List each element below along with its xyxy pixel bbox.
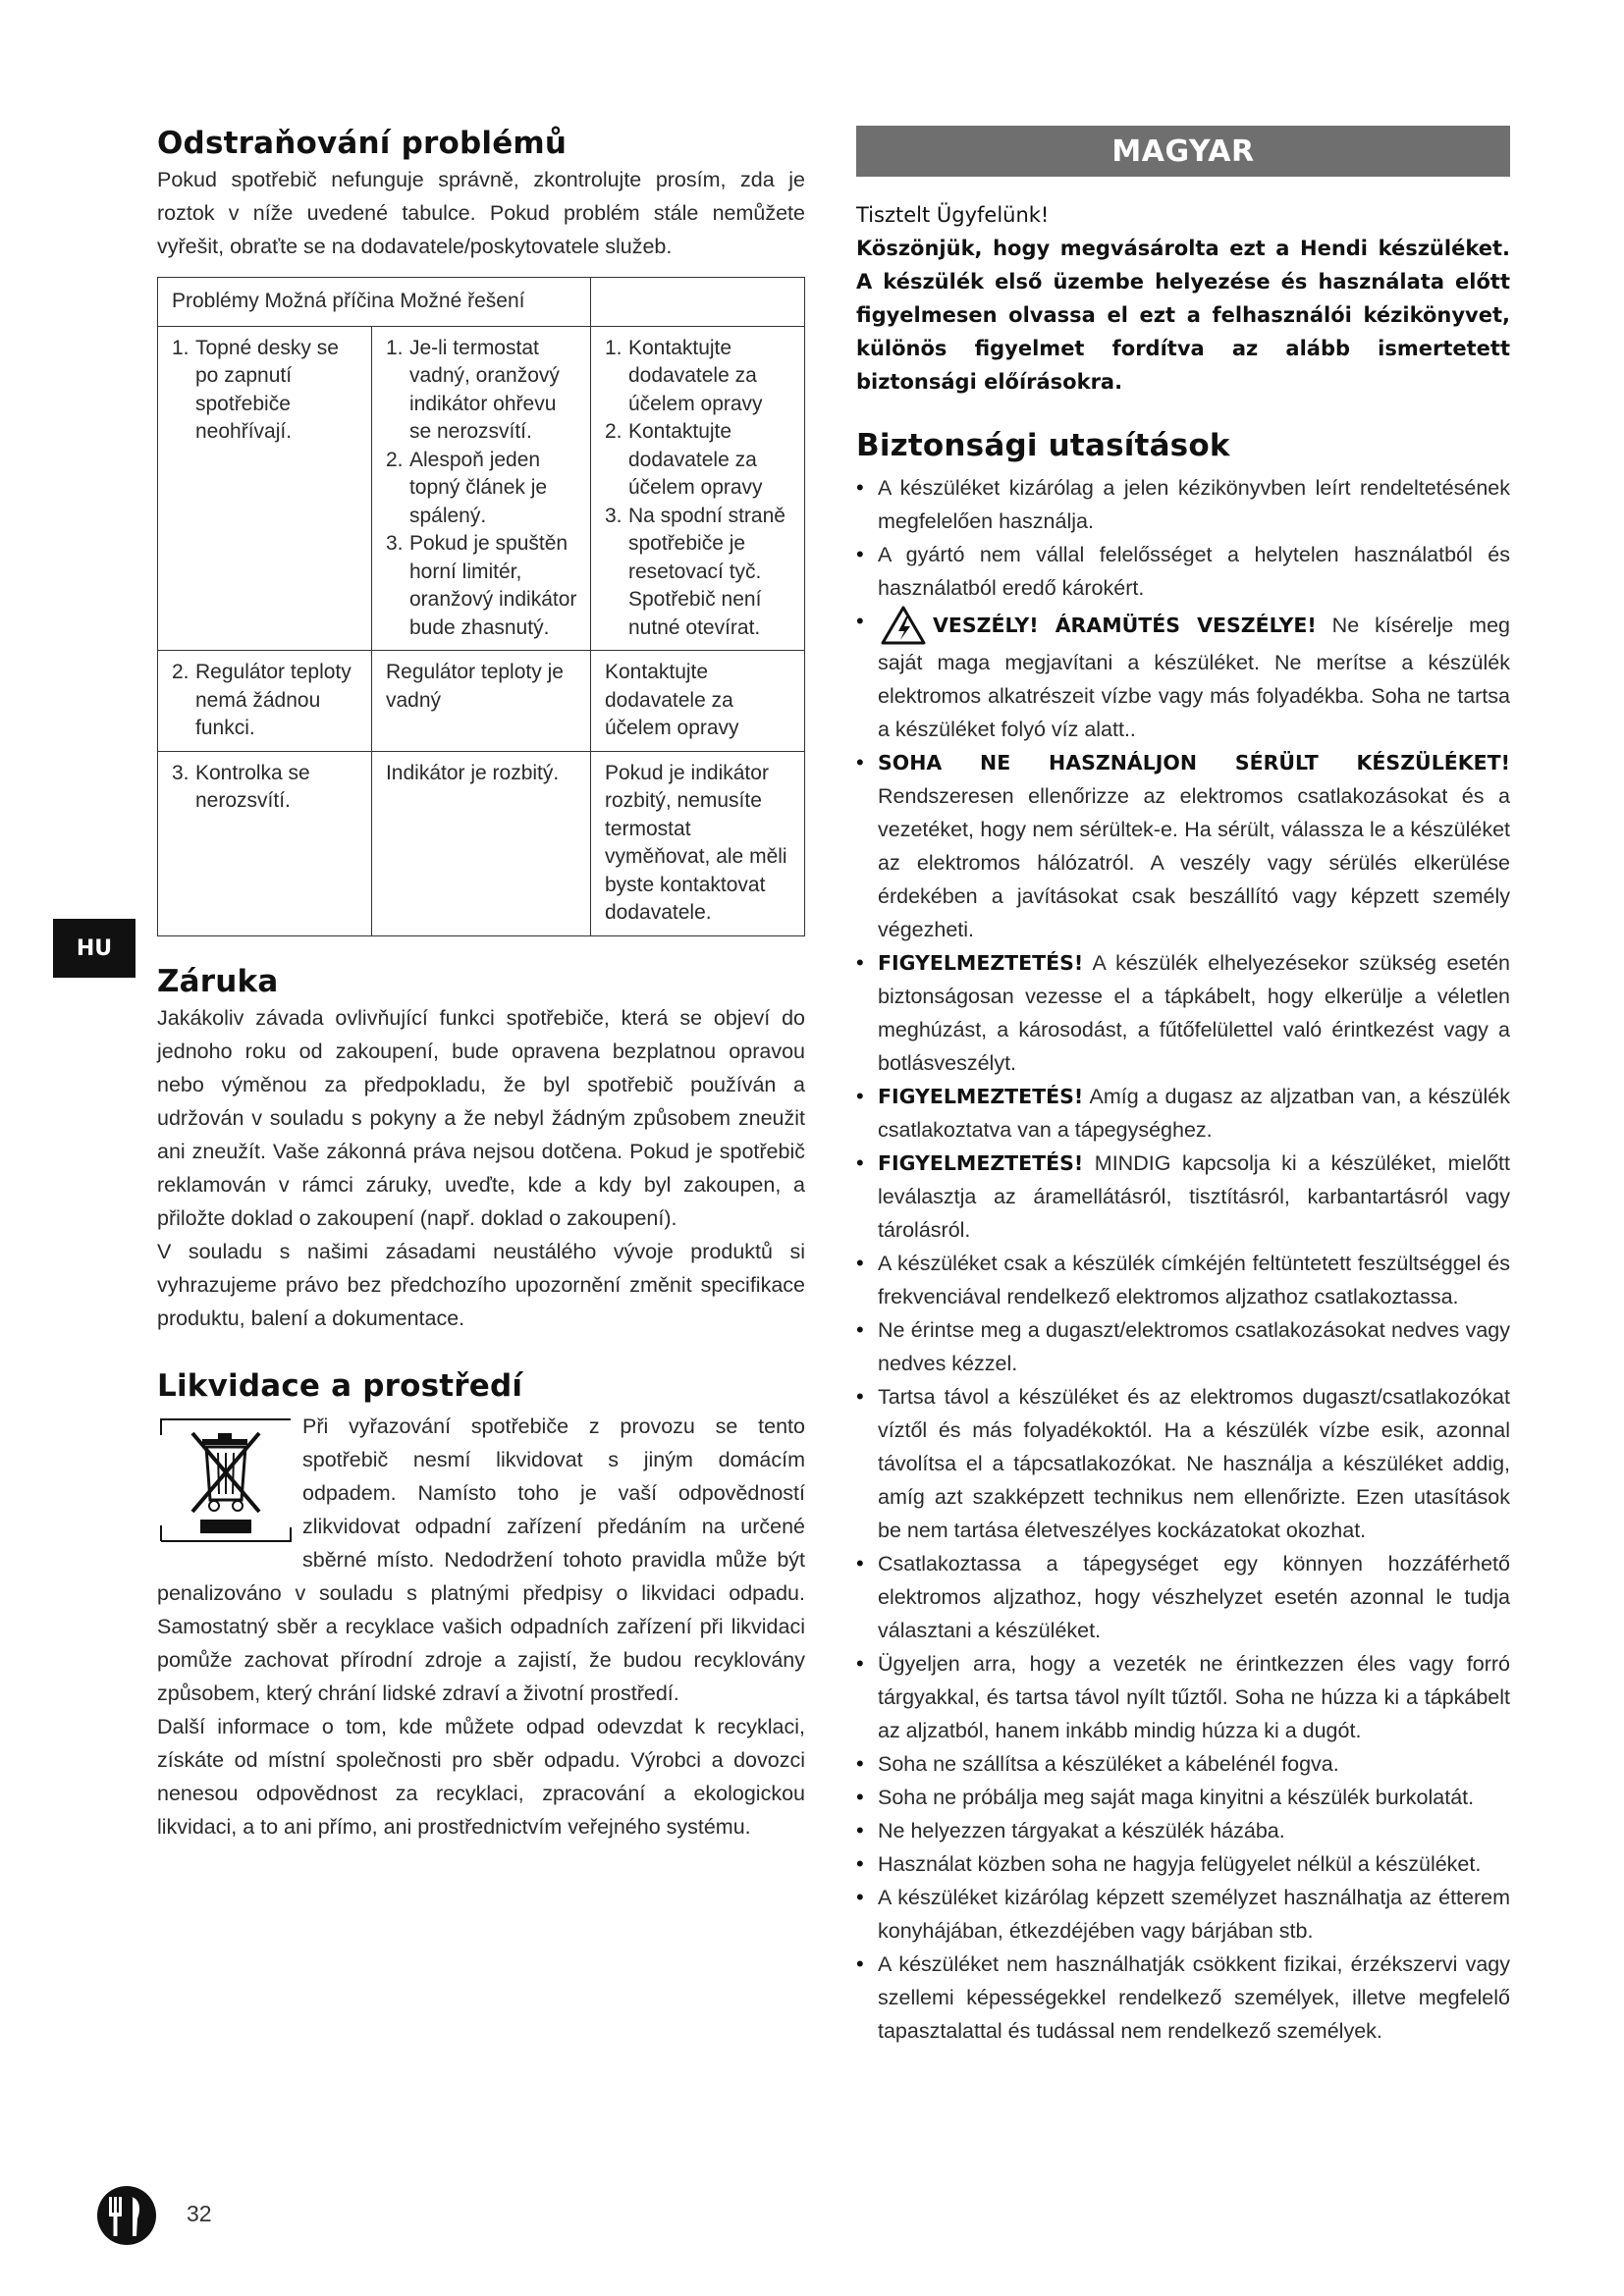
language-side-tab: HU xyxy=(53,919,135,978)
cutlery-logo-icon xyxy=(96,2185,157,2246)
disposal-title: Likvidace a prostředí xyxy=(157,1367,523,1404)
language-header: MAGYAR xyxy=(856,126,1510,177)
list-item: • Ne érintse meg a dugaszt/elektromos csatlakozásokat nedves vagy nedves kézzel. xyxy=(856,1313,1510,1380)
list-item: • FIGYELMEZTETÉS! MINDIG kapcsolja ki a készüléket, mielőtt leválasztja az áramellátásról, tisztításról, karbantartásról vagy tárolásról. xyxy=(856,1147,1510,1247)
list-item: • Csatlakoztassa a tápegységet egy könnyen hozzáférhető elektromos aljzathoz, hogy vészhelyzet esetén azonnal le tudja választani a készüléket. xyxy=(856,1547,1510,1647)
right-column xyxy=(856,126,1510,2048)
weee-bin-icon xyxy=(159,1417,293,1543)
list-item: • Soha ne próbálja meg saját maga kinyitni a készülék burkolatát. xyxy=(856,1781,1510,1814)
list-item: • VESZÉLY! ÁRAMÜTÉS VESZÉLYE! Ne kísérelje meg saját maga megjavítani a készüléket. Ne merítse a készülék elektromos alkatrészeit vízbe vagy más folyadékba. Soha ne tartsa a készüléket folyó víz alatt.. xyxy=(856,605,1510,746)
list-item: • A készüléket kizárólag a jelen kézikönyvben leírt rendeltetésének megfelelően használja. xyxy=(856,471,1510,538)
left-column xyxy=(157,126,805,1843)
solution-cell: Kontaktujte dodavatele za účelem opravy xyxy=(591,651,805,752)
disposal-section xyxy=(157,1410,805,1843)
list-item: • Ne helyezzen tárgyakat a készülék házába. xyxy=(856,1814,1510,1847)
solution-cell: Kontaktujte dodavatele za účelem opravy xyxy=(628,336,763,415)
table-row: 1. Topné desky se po zapnutí spotřebiče neohřívají. 1. Je-li termostat vadný, oranžový indikátor ohřevu se nerozsvítí. 2. Alespoň jeden topný článek je spálený. 3. Pokud je spuštěn horní limitér, oranžový indikátor bude zhasnutý. 1. Kontaktujte dodavatele za účelem opravy 2. Kontaktujte dodavatele za účelem opravy 3. Na spodní straně spotřebiče je resetovací tyč. Spotřebič není nutné otevírat. xyxy=(158,326,805,651)
intro-text: Köszönjük, hogy megvásárolta ezt a Hendi készüléket. A készülék első üzembe helyezése és használata előtt figyelmesen olvassa el ezt a felhasználói kézikönyvet, különös figyelmet fordítva az alább ismertetett biztonsági előírásokra. xyxy=(856,237,1510,394)
disposal-text-2: Další informace o tom, kde můžete odpad odevzdat k recyklaci, získáte od místní společnosti pro sběr odpadu. Výrobci a dovozci nenesou odpovědnost za recyklaci, zpracování a ekologickou likvidaci, a to ani přímo, ani prostřednictvím veřejného systému. xyxy=(157,1714,805,1839)
table-header-empty xyxy=(591,278,805,327)
solution-cell: Na spodní straně spotřebiče je resetovací tyč. Spotřebič není nutné otevírat. xyxy=(628,504,785,639)
list-item: • Tartsa távol a készüléket és az elektromos dugaszt/csatlakozókat víztől és más folyadékoktól. Ha a készülék vízbe esik, azonnal távolítsa el a tápcsatlakozókat. Ne használja a készüléket addig, amíg azt szakképzett technikus nem ellenőrizte. Ezen utasítások be nem tartása életveszélyes kockázatokat okozhat. xyxy=(856,1380,1510,1547)
list-item: • Ügyeljen arra, hogy a vezeték ne érintkezzen éles vagy forró tárgyakkal, és tartsa távol nyílt tűztől. Soha ne húzza ki a tápkábelt az aljzatból, hanem inkább mindig húzza ki a dugót. xyxy=(856,1647,1510,1747)
list-item: • FIGYELMEZTETÉS! Amíg a dugasz az aljzatban van, a készülék csatlakoztatva van a tápegységhez. xyxy=(856,1080,1510,1147)
solution-cell: Pokud je indikátor rozbitý, nemusíte termostat vyměňovat, ale měli byste kontaktovat dodavatele. xyxy=(591,751,805,935)
problem-cell: Topné desky se po zapnutí spotřebiče neohřívají. xyxy=(195,336,339,443)
list-item: • A készüléket kizárólag képzett személyzet használhatja az étterem konyhájában, étkezdéjében vagy bárjában stb. xyxy=(856,1881,1510,1948)
list-item: • A gyártó nem vállal felelősséget a helytelen használatból és használatból eredő károkért. xyxy=(856,538,1510,605)
safety-list xyxy=(856,471,1510,2048)
list-item: • Soha ne szállítsa a készüléket a kábelénél fogva. xyxy=(856,1747,1510,1781)
list-item: • FIGYELMEZTETÉS! A készülék elhelyezésekor szükség esetén biztonságosan vezesse el a tápkábelt, hogy elkerülje a véletlen meghúzást, a károsodást, a fűtőfelülettel való érintkezést vagy a botlásveszélyt. xyxy=(856,946,1510,1080)
problem-cell: Kontrolka se nerozsvítí. xyxy=(195,761,310,812)
electric-hazard-icon xyxy=(880,605,927,646)
cause-cell: Indikátor je rozbitý. xyxy=(371,751,590,935)
problem-cell: Regulátor teploty nemá žádnou funkci. xyxy=(195,661,352,739)
greeting: Tisztelt Ügyfelünk! xyxy=(856,203,1050,227)
list-item: • A készüléket csak a készülék címkéjén feltüntetett feszültséggel és frekvenciával rendelkező elektromos aljzathoz csatlakoztassa. xyxy=(856,1247,1510,1313)
list-item: • A készüléket nem használhatják csökkent fizikai, érzékszervi vagy szellemi képességekkel rendelkező személyek, illetve megfelelő tapasztalattal és tudással nem rendelkező személyek. xyxy=(856,1948,1510,2048)
solution-cell: Kontaktujte dodavatele za účelem opravy xyxy=(628,420,763,499)
table-row: 3. Kontrolka se nerozsvítí. Indikátor je rozbitý. Pokud je indikátor rozbitý, nemusíte termostat vyměňovat, ale měli byste kontaktovat dodavatele. xyxy=(158,751,805,935)
table-row: 2. Regulátor teploty nemá žádnou funkci. Regulátor teploty je vadný Kontaktujte dodavatele za účelem opravy xyxy=(158,651,805,752)
troubleshoot-intro: Pokud spotřebič nefunguje správně, zkontrolujte prosím, zda je roztok v níže uvedené tabulce. Pokud problém stále nemůžete vyřešit, obraťte se na dodavatele/poskytovatele služeb. xyxy=(157,168,805,258)
troubleshoot-title: Odstraňování problémů xyxy=(157,126,568,161)
cause-cell: Je-li termostat vadný, oranžový indikátor ohřevu se nerozsvítí. xyxy=(408,336,560,443)
cause-cell: Regulátor teploty je vadný xyxy=(371,651,590,752)
warranty-text-2: V souladu s našimi zásadami neustálého vývoje produktů si vyhrazujeme právo bez předchozího upozornění změnit specifikace produktu, balení a dokumentace. xyxy=(157,1239,805,1330)
cause-cell: Pokud je spuštěn horní limitér, oranžový indikátor bude zhasnutý. xyxy=(408,532,577,639)
cause-cell: Alespoň jeden topný článek je spálený. xyxy=(408,448,548,527)
warranty-text: Jakákoliv závada ovlivňující funkci spotřebiče, která se objeví do jednoho roku od zakoupení, bude opravena bezplatnou opravou nebo výměnou za předpokladu, že byl spotřebič používán a udržován v souladu s pokyny a že nebyl žádným způsobem zneužit ani zneužít. Vaše zákonná práva nejsou dotčena. Pokud je spotřebič reklamován v rámci záruky, uveďte, kde a kdy byl zakoupen, a přiložte doklad o zakoupení (např. doklad o zakoupení). xyxy=(157,1005,805,1230)
disposal-text: Při vyřazování spotřebiče z provozu se tento spotřebič nesmí likvidovat s jiným domácím odpadem. Namísto toho je vaší odpovědností zlikvidovat odpadní zařízení předáním na určené sběrné místo. Nedodržení tohoto pravidla může být penalizováno v souladu s platnými předpisy o likvidaci odpadu. Samostatný sběr a recyklace vašich odpadních zařízení při likvidaci pomůže zachovat přírodní zdroje a zajistí, že budou recyklovány způsobem, který chrání lidské zdraví a životní prostředí. xyxy=(157,1414,805,1705)
table-header: Problémy Možná příčina Možné řešení xyxy=(158,278,591,327)
list-item: • SOHA NE HASZNÁLJON SÉRÜLT KÉSZÜLÉKET! Rendszeresen ellenőrizze az elektromos csatlakozásokat és a vezetéket, hogy nem sérültek-e. Ha sérült, válassza le a készüléket az elektromos hálózatról. A veszély vagy sérülés elkerülése érdekében a javításokat csak beszállító vagy képzett személy végezheti. xyxy=(856,746,1510,946)
page-number: 32 xyxy=(187,2201,212,2226)
safety-title: Biztonsági utasítások xyxy=(856,428,1230,463)
list-item: • Használat közben soha ne hagyja felügyelet nélkül a készüléket. xyxy=(856,1847,1510,1881)
warranty-title: Záruka xyxy=(157,963,279,999)
troubleshoot-table xyxy=(157,277,805,936)
